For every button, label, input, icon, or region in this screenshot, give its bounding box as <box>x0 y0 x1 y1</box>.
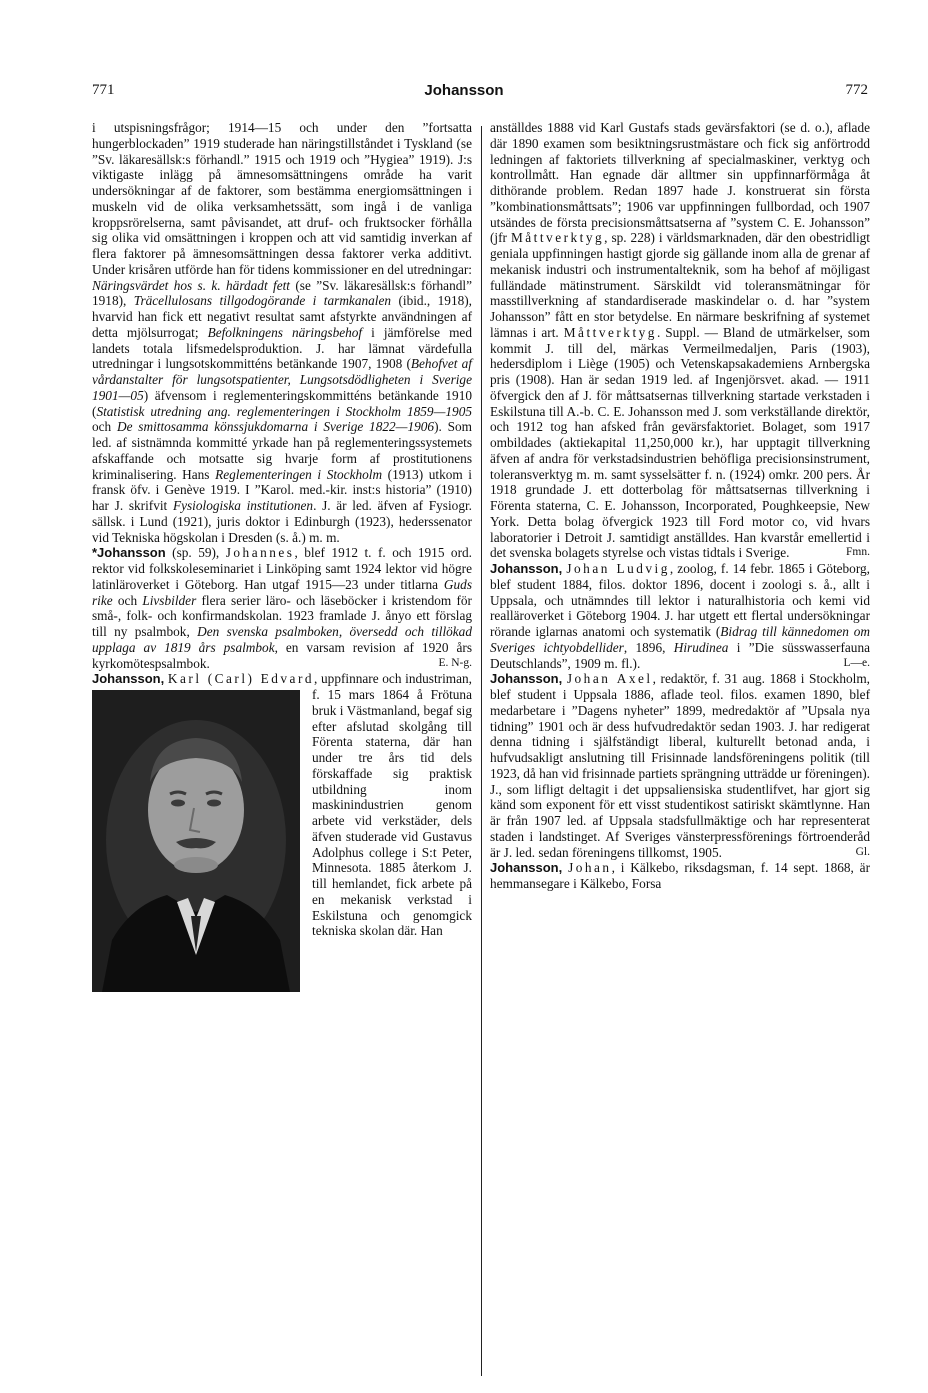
right-column <box>490 120 870 892</box>
entry-headword: Johansson, <box>92 671 165 687</box>
author-signature: E. N-g. <box>438 656 472 669</box>
page-number-right: 772 <box>845 82 868 98</box>
column-divider <box>481 126 482 1376</box>
paragraph-continued: i utspisningsfrågor; 1914—15 och under den ”fortsatta hungerblockaden” 1919 studerade han näringstillståndet i Tyskland (se ”Sv. läkaresällsk:s förhandl.” 1915 och 1919 och ”Hygiea” 1919). J:s viktigaste inlägg på ämnesomsättningens område ha varit undersökningar af de faktorer, som bestämma energiomsättningen i muskeln vid de olika verksamhetssätt, som ingå i de vanliga kroppsrörelserna, samt påvisandet, att druf- och fruktsocker förhålla sig olika vid omsättningen i kroppen och att vid samtidig inverkan af flera faktorer på ämnesomsättningen dessa faktorer verka additivt. Under krisåren utförde han för tidens kommissioner en del utredningar: Näringsvärdet hos s. k. härdadt fett (se ”Sv. läkaresällsk:s förhandl” 1918), Träcellulosans tillgodogörande i tarmkanalen (ibid., 1918), hvarvid han fick ett negativt resultat samt afstyrkte användningen af detta mjölsurrogat; Befolkningens näringsbehof i jämförelse med landets totala lifsmedelsproduktion. J. har lämnat värdefulla utredningar i lungsotskommitténs betänkande 1907, 1908 (Behofvet af vårdanstalter för lungsotspatienter, Lungsotsdödligheten i Sverige 1901—05) äfvensom i reglementeringskommitténs betänkande 1910 (Statistisk utredning ang. reglementeringen i Stockholm 1859—1905 och De smittosamma könssjukdomarna i Sverige 1822—1906). Som led. af sistnämnda kommitté yrkade han på reglementeringssystemets afskaffande och motsatte sig hvarje form af prostitutionens kriminalisering. Hans Reglementeringen i Stockholm (1913) utkom i fransk öfv. i Genève 1919. I ”Karol. med.-kir. inst:s historia” (1910) har J. skrifvit Fysiologiska institutionen. J. är led. äfven af Fysiogr. sällsk. i Lund (1921), juris doktor i Edinburgh (1923), hederssenator vid Tekniska högskolan i Dresden (s. å.) m. m. <box>92 120 472 545</box>
entry-headword: *Johansson <box>92 545 166 561</box>
author-signature: Fmn. <box>846 546 870 559</box>
left-column <box>92 120 472 998</box>
paragraph-continued: anställdes 1888 vid Karl Gustafs stads gevärsfaktori (se d. o.), aflade där 1890 examen som besiktningsrustmästare och fick sig anförtrodd ledningen af faktoriets tillverkning af specialmaskiner, verktyg och kontrollmått. Han egnade där alltmer sin uppfinnarförmåga åt dithörande problem. Redan 1897 hade J. konstruerat sin första ”kombinationsmåttsats”; 1906 var uppfinningen fullbordad, och 1907 utsändes de första precisionsmåttsatserna af ”system C. E. Johansson” (jfr Måttverktyg, sp. 228) i världsmarknaden, där den obestridligt geniala uppfinningen hastigt gjorde sig gällande inom alla de grenar af mekanisk industri och instrumentalteknik, som ha behof af möjligast fulländade mätinstrument. Särskildt vid toleransmätningar för masstillverkning af standardiserade maskindelar o. d. har ”system Johansson” fått en stor betydelse. En närmare beskrifning af systemet lämnas i art. Måttverktyg. Suppl. — Bland de utmärkelser, som kommit J. till del, märkas Vermeilmedaljen, Paris (1903), hedersdiplom i Liège (1905) och Vetenskapsakademiens Arnbergska pris (1908). Han är sedan 1919 led. af Ingenjörsvet. akad. — 1911 öfvergick den af J. för måttsatsernas tillverkning startade verkstaden i Eskilstuna till A.-b. C. E. Johansson med J. som verkställande direktör, och 1912 tog han afsked från gevärsfaktoriet. Bolaget, som 1917 ombildades (aktiekapital 11,250,000 kr.), har upptagit tillverkning äfven af andra för verkstadsindustrien behöfliga precisionsinstrument, toleransverktyg m. m. samt sysselsätter f. n. (1924) omkr. 200 pers. År 1918 grundade J. ett dotterbolag för måttsatsernas tillverkning i Förenta staterna, C. E. Johansson, Incorporated, Poughkeepsie, New York. Detta bolag öfvergick 1923 till Ford motor co, vid hvars laboratorier i Detroit J. samtidigt anställdes. Han kvarstår emellertid i det svenska bolagets styrelse och vistas tidtals i Sverige. Fmn. <box>490 120 870 561</box>
entry-headword: Johansson, <box>490 860 563 876</box>
page-header <box>0 82 928 106</box>
entry-headword: Johansson, <box>490 561 563 576</box>
portrait-photo <box>92 690 304 996</box>
entry-johan-axel: Johansson, Johan Axel, redaktör, f. 31 aug. 1868 i Stockholm, blef student i Uppsala 1886, aflade teol. filos. examen 1890, blef medarbetare i ”Dagens nyheter” 1899, medredaktör af ”Upsala nya tidning” 1901 och är dess hufvudredaktör sedan 1903. J. har redigerat denna tidning i själfständigt liberal, kulturellt betonad anda, i hufvudsakligt anslutning till Frisinnade landsföreningens politik (till 1923, då han vid frisinnade partiets sprängning utträdde ur föreningen). J., som lifligt deltagit i det uppsaliensiska studentlifvet, har gjort sig känd som exponent för ett visst studentikost satiriskt skämtlynne. Han är från 1907 led. af Uppsala stadsfullmäktige och har representerat staden i landstinget. Af Sveriges vänsterpressförenings förtroenderåd är J. led. sedan föreningens tillkomst, 1905. Gl. <box>490 671 870 860</box>
page-number-left: 771 <box>92 82 115 98</box>
author-signature: L—e. <box>843 656 870 669</box>
entry-headword: Johansson, <box>490 671 563 687</box>
running-head: Johansson <box>424 82 504 99</box>
entry-karl-edvard: Johansson, Karl (Carl) Edvard , uppfinnare och industriman, f. 15 mars 1864 å Frötuna bruk i Västmanland, begaf sig efter afslutad skolgång till Förenta staterna, där han under tre års tid dels förskaffade sig praktisk utbildning inom maskinindustrien genom arbete vid verkstäder, dels äfven studerade vid Gustavus Adolphus college i S:t Peter, Minnesota. 1885 återkom J. till hemlandet, fick arbete på en mekanisk verkstad i Eskilstuna och genomgick tekniska skolan där. Han <box>92 671 472 939</box>
entry-johan-kalkebo: Johansson, Johan, i Kälkebo, riksdagsman, f. 14 sept. 1868, är hemmansegare i Kälkebo, Forsa <box>490 860 870 891</box>
entry-johan-ludvig: Johansson, Johan Ludvig, zoolog, f. 14 febr. 1865 i Göteborg, blef student 1884, filos. doktor 1896, docent i zoologi s. å., allt i Uppsala, och utnämndes till lektor i naturalhistoria och kemi vid realläroverket i Göteborg 1904. J. har utgett ett flertal undersökningar rörande iglarnas anatomi och systematik (Bidrag till kännedomen om Sveriges ichtyobdellider, 1896, Hirudinea i ”Die süsswasserfauna Deutschlands”, 1909 m. fl.). L—e. <box>490 561 870 671</box>
entry-johannes: *Johansson (sp. 59), Johannes, blef 1912 t. f. och 1915 ord. rektor vid folkskoleseminariet i Linköping samt 1924 lektor vid högre latinläroverket i Göteborg. Han utgaf 1915—23 under titlarna Guds rike och Livsbilder flera serier läro- och läseböcker i kristendom för små-, folk- och konfirmandskolan. 1923 framlade J. ånyo ett förslag till ny psalmbok, Den svenska psalmboken, översedd och tillökad upplaga av 1819 års psalmbok, en varsam revision af 1920 års kyrkomötespsalmbok. E. N-g. <box>92 545 473 671</box>
author-signature: Gl. <box>855 845 870 858</box>
